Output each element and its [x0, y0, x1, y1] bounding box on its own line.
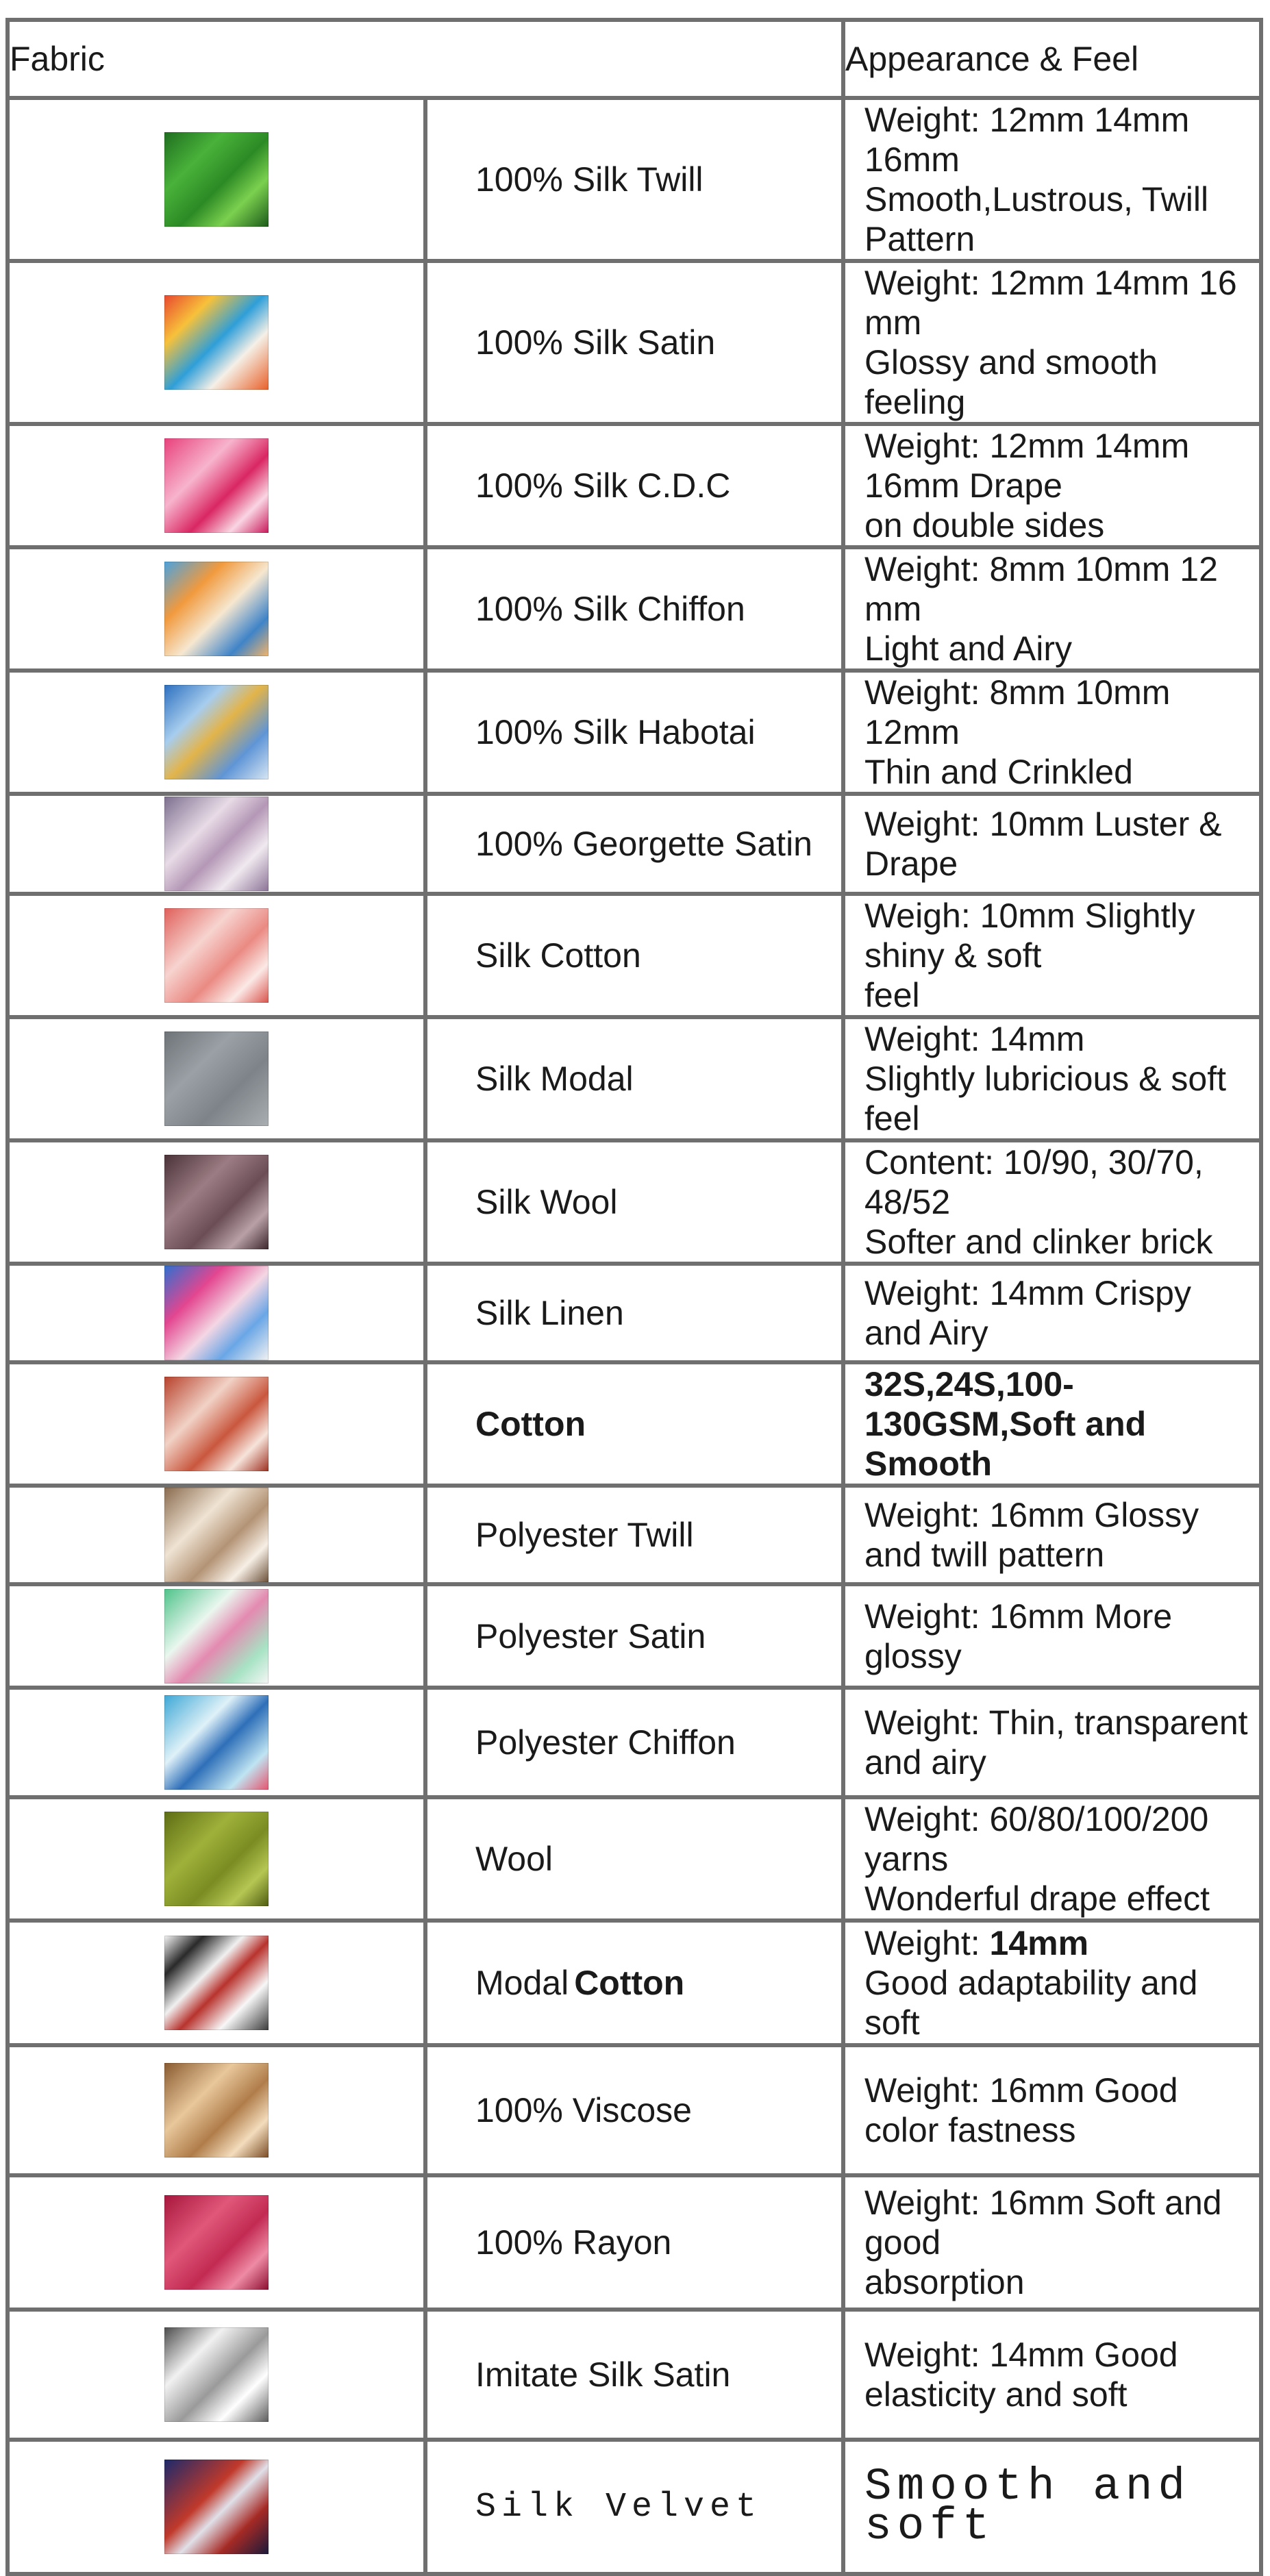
appearance-line: Glossy and smooth feeling [864, 343, 1158, 421]
header-fabric: Fabric [8, 20, 843, 98]
fabric-appearance [843, 1017, 1261, 1140]
fabric-swatch-cell [8, 1017, 425, 1140]
appearance-line: Slightly lubricious & soft feel [864, 1060, 1227, 1138]
table-row [8, 2440, 1261, 2574]
fabric-name: Wool [425, 1797, 843, 1921]
fabric-swatch-image [164, 295, 269, 390]
fabric-swatch-cell [8, 1584, 425, 1688]
fabric-name: Silk Velvet [425, 2440, 843, 2574]
table-header-row [8, 20, 1261, 98]
fabric-name: Silk Cotton [425, 894, 843, 1017]
appearance-line: Light and Airy [864, 629, 1072, 668]
fabric-swatch-image [164, 2063, 269, 2158]
appearance-line: Smooth and soft [864, 2461, 1191, 2552]
fabric-name: Polyester Twill [425, 1486, 843, 1584]
fabric-name: Silk Linen [425, 1264, 843, 1362]
fabric-name: 100% Silk Chiffon [425, 547, 843, 671]
fabric-comparison-table [5, 18, 1263, 2576]
appearance-line: Weight: 16mm Soft and good [864, 2184, 1222, 2262]
appearance-line: Weight: 14mm Crispy and Airy [864, 1274, 1191, 1352]
fabric-swatch-image [164, 908, 269, 1003]
fabric-appearance [843, 424, 1261, 547]
fabric-swatch-image [164, 685, 269, 779]
table-row [8, 794, 1261, 894]
fabric-swatch-image [164, 1377, 269, 1471]
fabric-swatch-image [164, 562, 269, 656]
fabric-name: 100% Silk Habotai [425, 671, 843, 794]
fabric-swatch-cell [8, 2045, 425, 2175]
fabric-name: 100% Georgette Satin [425, 794, 843, 894]
fabric-swatch-cell [8, 1921, 425, 2045]
fabric-name-part: Modal [475, 1964, 569, 2002]
fabric-appearance [843, 1797, 1261, 1921]
appearance-line: Weigh: 10mm Slightly shiny & soft [864, 897, 1195, 975]
fabric-swatch-cell [8, 547, 425, 671]
fabric-appearance [843, 2045, 1261, 2175]
fabric-swatch-image [164, 1936, 269, 2030]
fabric-appearance [843, 794, 1261, 894]
appearance-line: Good adaptability and soft [864, 1964, 1198, 2042]
fabric-name: 100% Silk Satin [425, 261, 843, 424]
fabric-swatch-cell [8, 1486, 425, 1584]
fabric-swatch-cell [8, 794, 425, 894]
appearance-line: Weight: 14mm [864, 1020, 1085, 1058]
table-row [8, 1584, 1261, 1688]
appearance-line: Weight: 16mm Glossy and twill pattern [864, 1496, 1199, 1574]
appearance-line: absorption [864, 2263, 1025, 2301]
fabric-swatch-image [164, 1488, 269, 1582]
table-row [8, 1140, 1261, 1264]
fabric-rows [8, 98, 1261, 2574]
appearance-line: Weight: 60/80/100/200 yarns [864, 1800, 1209, 1878]
fabric-swatch-image [164, 2195, 269, 2290]
fabric-name: 100% Viscose [425, 2045, 843, 2175]
fabric-swatch-image [164, 797, 269, 891]
table-row [8, 2045, 1261, 2175]
appearance-line: Smooth,Lustrous, Twill Pattern [864, 180, 1209, 258]
appearance-line: Weight: 8mm 10mm 12 mm [864, 550, 1218, 628]
fabric-name: 100% Rayon [425, 2175, 843, 2310]
table-row [8, 261, 1261, 424]
appearance-line: Content: 10/90, 30/70, 48/52 [864, 1143, 1204, 1221]
fabric-swatch-cell [8, 894, 425, 1017]
appearance-line: Weight: 12mm 14mm 16 mm [864, 264, 1237, 342]
fabric-swatch-cell [8, 2310, 425, 2440]
fabric-swatch-cell [8, 424, 425, 547]
appearance-line: Weight: 16mm Good color fastness [864, 2071, 1178, 2149]
fabric-appearance [843, 2440, 1261, 2574]
fabric-swatch-cell [8, 1362, 425, 1486]
fabric-name: Polyester Chiffon [425, 1688, 843, 1797]
appearance-line: Weight: 12mm 14mm 16mm Drape [864, 427, 1190, 505]
table-row [8, 2310, 1261, 2440]
appearance-line: Wonderful drape effect [864, 1879, 1210, 1918]
fabric-swatch-image [164, 438, 269, 533]
appearance-line: Weight: 14mm Good elasticity and soft [864, 2336, 1178, 2414]
fabric-swatch-image [164, 1589, 269, 1684]
fabric-swatch-image [164, 2327, 269, 2422]
fabric-appearance [843, 1362, 1261, 1486]
table-row [8, 1362, 1261, 1486]
fabric-appearance [843, 547, 1261, 671]
fabric-swatch-cell [8, 261, 425, 424]
appearance-text: Weight: [864, 1924, 990, 1962]
fabric-swatch-cell [8, 671, 425, 794]
fabric-swatch-image [164, 1031, 269, 1126]
fabric-swatch-cell [8, 2175, 425, 2310]
fabric-appearance [843, 261, 1261, 424]
fabric-name: 100% Silk Twill [425, 98, 843, 261]
appearance-line: Thin and Crinkled [864, 753, 1133, 791]
fabric-swatch-cell [8, 2440, 425, 2574]
fabric-swatch-image [164, 1695, 269, 1790]
appearance-weight-value: 14mm [989, 1924, 1089, 1962]
appearance-line: Weight: Thin, transparent and airy [864, 1703, 1248, 1781]
table-row [8, 98, 1261, 261]
header-appearance-feel: Appearance & Feel [843, 20, 1261, 98]
table-row [8, 1017, 1261, 1140]
fabric-name: Cotton [425, 1362, 843, 1486]
table-row [8, 424, 1261, 547]
fabric-swatch-cell [8, 1797, 425, 1921]
fabric-appearance [843, 1688, 1261, 1797]
fabric-swatch-cell [8, 1140, 425, 1264]
table-row [8, 2175, 1261, 2310]
appearance-line: on double sides [864, 506, 1105, 545]
fabric-appearance [843, 1264, 1261, 1362]
appearance-line: Weight: 12mm 14mm 16mm [864, 101, 1190, 179]
appearance-line: feel [864, 976, 920, 1014]
appearance-line: Weight: 16mm More glossy [864, 1597, 1173, 1675]
fabric-swatch-image [164, 1812, 269, 1906]
table-row [8, 1797, 1261, 1921]
fabric-appearance [843, 2175, 1261, 2310]
fabric-name: Polyester Satin [425, 1584, 843, 1688]
fabric-appearance [843, 98, 1261, 261]
appearance-line: Weight: 8mm 10mm 12mm [864, 673, 1171, 751]
fabric-name: Imitate Silk Satin [425, 2310, 843, 2440]
fabric-appearance [843, 1486, 1261, 1584]
fabric-swatch-cell [8, 1688, 425, 1797]
fabric-name [425, 1921, 843, 2045]
fabric-appearance [843, 1921, 1261, 2045]
fabric-name: 100% Silk C.D.C [425, 424, 843, 547]
table-row [8, 894, 1261, 1017]
fabric-appearance [843, 894, 1261, 1017]
fabric-swatch-image [164, 132, 269, 227]
fabric-name: Silk Modal [425, 1017, 843, 1140]
appearance-line: Softer and clinker brick [864, 1223, 1213, 1261]
fabric-swatch-cell [8, 98, 425, 261]
appearance-line [864, 1923, 1248, 1963]
fabric-appearance [843, 2310, 1261, 2440]
fabric-appearance [843, 1140, 1261, 1264]
table-row [8, 547, 1261, 671]
fabric-swatch-image [164, 1155, 269, 1249]
fabric-swatch-image [164, 1266, 269, 1360]
appearance-line: Weight: 10mm Luster & Drape [864, 805, 1222, 883]
table-row [8, 1486, 1261, 1584]
fabric-name: Silk Wool [425, 1140, 843, 1264]
table-row [8, 1688, 1261, 1797]
table-row [8, 1264, 1261, 1362]
fabric-swatch-cell [8, 1264, 425, 1362]
fabric-name-part-bold: Cotton [574, 1964, 685, 2002]
fabric-appearance [843, 1584, 1261, 1688]
fabric-swatch-image [164, 2460, 269, 2554]
table-row [8, 1921, 1261, 2045]
table-row [8, 671, 1261, 794]
appearance-line: 32S,24S,100-130GSM,Soft and Smooth [864, 1365, 1147, 1483]
fabric-appearance [843, 671, 1261, 794]
